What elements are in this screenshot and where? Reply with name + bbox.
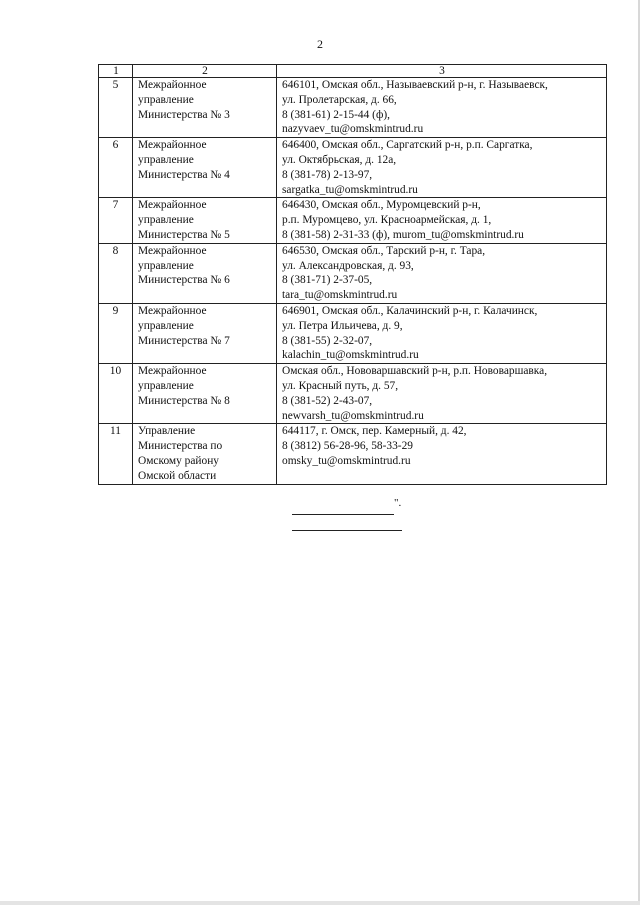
agency-name-line: управление	[138, 319, 194, 332]
contact-info-line: р.п. Муромцево, ул. Красноармейская, д. 1,	[282, 214, 492, 227]
agency-name-line: управление	[138, 379, 194, 392]
signature-line	[292, 530, 402, 531]
agency-name-line: Межрайонное	[138, 365, 207, 378]
contact-info-line: 8 (381-52) 2-43-07,	[282, 394, 373, 407]
agency-name-line: Министерства № 6	[138, 274, 230, 287]
agency-name-line: Министерства № 4	[138, 168, 230, 181]
contact-info-line: 8 (381-55) 2-32-07,	[282, 334, 373, 347]
agency-name-line: Министерства № 7	[138, 334, 230, 347]
table-row	[99, 424, 607, 484]
contact-info-line: 8 (381-61) 2-15-44 (ф),	[282, 108, 390, 121]
table-header-row	[99, 65, 607, 78]
table-row	[99, 138, 607, 198]
agency-name-line: Омской области	[138, 469, 217, 482]
contact-info-line: kalachin_tu@omskmintrud.ru	[282, 349, 419, 362]
contact-info-line: 8 (3812) 56-28-96, 58-33-29	[282, 440, 413, 453]
closing-quote: ".	[394, 497, 402, 509]
agency-name-line: управление	[138, 153, 194, 166]
agency-name-line: управление	[138, 259, 194, 272]
contact-info-line: 646430, Омская обл., Муромцевский р-н,	[282, 199, 481, 212]
signature-line	[292, 514, 394, 515]
agency-name-line: Межрайонное	[138, 139, 207, 152]
contact-info-line: ул. Петра Ильичева, д. 9,	[282, 319, 403, 332]
row-number: 11	[99, 424, 133, 484]
contact-info-line: 646901, Омская обл., Калачинский р-н, г. Калачинск,	[282, 304, 538, 317]
agency-name-line: Межрайонное	[138, 304, 207, 317]
agency-name-line: управление	[138, 214, 194, 227]
contact-info-line: 646101, Омская обл., Называевский р-н, г. Называевск,	[282, 79, 548, 91]
agency-name-line: Межрайонное	[138, 79, 207, 91]
agency-name-cell	[133, 198, 277, 243]
page-number: 2	[317, 37, 323, 51]
contact-info-line: Омская обл., Нововаршавский р-н, р.п. Нововаршавка,	[282, 365, 548, 378]
table-row	[99, 198, 607, 243]
agency-name-cell	[133, 243, 277, 303]
table-row	[99, 303, 607, 363]
agency-name-line: Министерства № 3	[138, 108, 230, 121]
row-number: 10	[99, 364, 133, 424]
contact-info-cell	[277, 303, 607, 363]
contact-info-line: 646530, Омская обл., Тарский р-н, г. Тара,	[282, 244, 486, 257]
agency-name-line: Министерства по	[138, 440, 223, 453]
agency-name-line: Межрайонное	[138, 244, 207, 257]
contact-info-cell	[277, 364, 607, 424]
contact-info-cell	[277, 78, 607, 138]
header-cell-1: 1	[99, 65, 133, 78]
contact-info-line: ул. Октябрьская, д. 12а,	[282, 153, 397, 166]
agency-name-line: Управление	[138, 425, 196, 438]
agency-name-cell	[133, 364, 277, 424]
contact-info-cell	[277, 243, 607, 303]
agency-name-cell	[133, 424, 277, 484]
row-number: 7	[99, 198, 133, 243]
contact-info-line: sargatka_tu@omskmintrud.ru	[282, 183, 418, 196]
agency-name-line: Омскому району	[138, 454, 220, 467]
contact-info-line: 8 (381-58) 2-31-33 (ф), murom_tu@omskmintrud.ru	[282, 228, 524, 241]
contact-info-line: nazyvaev_tu@omskmintrud.ru	[282, 123, 424, 136]
contact-info-cell	[277, 138, 607, 198]
header-cell-3: 3	[277, 65, 607, 78]
contact-info-line: 8 (381-71) 2-37-05,	[282, 274, 373, 287]
contact-info-cell	[277, 424, 607, 484]
agency-name-line: Министерства № 5	[138, 228, 230, 241]
agency-name-cell	[133, 78, 277, 138]
agency-name-cell	[133, 303, 277, 363]
contact-info-line: 646400, Омская обл., Саргатский р-н, р.п. Саргатка,	[282, 139, 533, 152]
table-row	[99, 78, 607, 138]
contact-info-line: ул. Пролетарская, д. 66,	[282, 93, 397, 106]
contact-info-line: 8 (381-78) 2-13-97,	[282, 168, 373, 181]
agency-name-line: Министерства № 8	[138, 394, 230, 407]
row-number: 6	[99, 138, 133, 198]
agency-name-line: Межрайонное	[138, 199, 207, 212]
contact-info-line: ул. Красный путь, д. 57,	[282, 379, 399, 392]
header-cell-2: 2	[133, 65, 277, 78]
table-row	[99, 364, 607, 424]
agency-table	[98, 64, 607, 485]
agency-name-line: управление	[138, 93, 194, 106]
row-number: 5	[99, 78, 133, 138]
contact-info-line: newvarsh_tu@omskmintrud.ru	[282, 409, 424, 422]
contact-info-line: omsky_tu@omskmintrud.ru	[282, 454, 411, 467]
contact-info-line: 644117, г. Омск, пер. Камерный, д. 42,	[282, 425, 467, 438]
table-row	[99, 243, 607, 303]
contact-info-line: ул. Александровская, д. 93,	[282, 259, 414, 272]
agency-name-cell	[133, 138, 277, 198]
scan-edge	[0, 901, 640, 905]
row-number: 9	[99, 303, 133, 363]
row-number: 8	[99, 243, 133, 303]
contact-info-cell	[277, 198, 607, 243]
contact-info-line: tara_tu@omskmintrud.ru	[282, 289, 398, 302]
